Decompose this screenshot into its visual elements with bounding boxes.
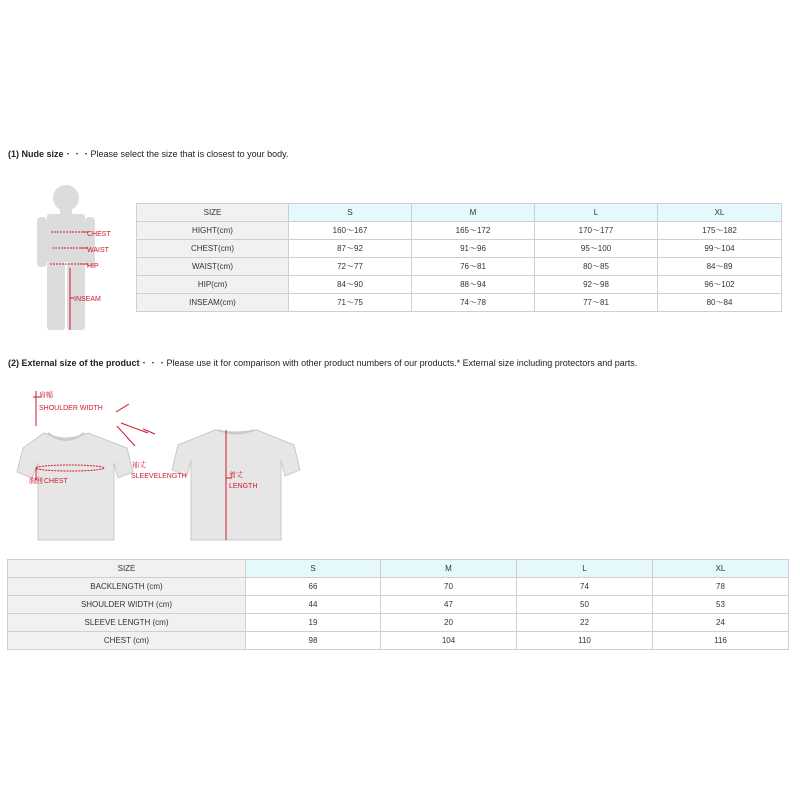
external-size-tbody bbox=[8, 560, 789, 650]
measure-value-cell: 44 bbox=[246, 596, 381, 614]
measure-value-cell: 116 bbox=[653, 632, 789, 650]
shirt-front bbox=[17, 433, 133, 540]
measure-value-cell: 70 bbox=[381, 578, 517, 596]
measure-value-cell: 104 bbox=[381, 632, 517, 650]
sleeve-jp-label: 袖丈 bbox=[132, 462, 146, 469]
measure-value-cell: 77～81 bbox=[535, 294, 658, 312]
measure-label-cell: SHOULDER WIDTH (cm) bbox=[8, 596, 246, 614]
size-column-header: S bbox=[246, 560, 381, 578]
table-row bbox=[8, 596, 789, 614]
measure-value-cell: 98 bbox=[246, 632, 381, 650]
external-size-note: ・・・Please use it for comparison with other product numbers of our products.* External size including protectors and parts. bbox=[139, 358, 638, 368]
measure-value-cell: 91～96 bbox=[412, 240, 535, 258]
nude-size-note: ・・・Please select the size that is closest to your body. bbox=[63, 149, 289, 159]
measure-value-cell: 47 bbox=[381, 596, 517, 614]
measure-label-cell: BACKLENGTH (cm) bbox=[8, 578, 246, 596]
measure-value-cell: 88～94 bbox=[412, 276, 535, 294]
measure-value-cell: 72～77 bbox=[289, 258, 412, 276]
measure-value-cell: 66 bbox=[246, 578, 381, 596]
measure-value-cell: 170～177 bbox=[535, 222, 658, 240]
measure-value-cell: 74～78 bbox=[412, 294, 535, 312]
measure-value-cell: 99～104 bbox=[658, 240, 782, 258]
nude-size-title: (1) Nude size bbox=[8, 149, 64, 159]
length-label: LENGTH bbox=[229, 483, 258, 490]
hip-label: HIP bbox=[87, 263, 99, 270]
measure-label-cell: WAIST(cm) bbox=[137, 258, 289, 276]
measure-value-cell: 84～89 bbox=[658, 258, 782, 276]
measure-value-cell: 95～100 bbox=[535, 240, 658, 258]
measure-value-cell: 22 bbox=[517, 614, 653, 632]
table-row bbox=[8, 614, 789, 632]
measure-value-cell: 24 bbox=[653, 614, 789, 632]
measure-value-cell: 84～90 bbox=[289, 276, 412, 294]
measure-label-cell: SLEEVE LENGTH (cm) bbox=[8, 614, 246, 632]
external-size-table bbox=[7, 559, 789, 650]
measure-value-cell: 50 bbox=[517, 596, 653, 614]
table-header-row bbox=[8, 560, 789, 578]
waist-label: WAIST bbox=[87, 247, 109, 254]
measure-value-cell: 160～167 bbox=[289, 222, 412, 240]
measure-value-cell: 74 bbox=[517, 578, 653, 596]
measure-label-cell: CHEST(cm) bbox=[137, 240, 289, 258]
measure-value-cell: 71～75 bbox=[289, 294, 412, 312]
measure-value-cell: 20 bbox=[381, 614, 517, 632]
measure-value-cell: 19 bbox=[246, 614, 381, 632]
size-column-header: L bbox=[535, 204, 658, 222]
measure-value-cell: 96～102 bbox=[658, 276, 782, 294]
measure-value-cell: 78 bbox=[653, 578, 789, 596]
measure-value-cell: 80～85 bbox=[535, 258, 658, 276]
measure-value-cell: 53 bbox=[653, 596, 789, 614]
inseam-label: INSEAM bbox=[74, 296, 101, 303]
shoulder-label: SHOULDER WIDTH bbox=[39, 405, 103, 412]
sleeve-label: SLEEVELENGTH bbox=[131, 473, 187, 480]
measure-value-cell: 110 bbox=[517, 632, 653, 650]
chest-jp-label: 胸囲 bbox=[29, 478, 43, 485]
measure-label-cell: CHEST (cm) bbox=[8, 632, 246, 650]
measure-value-cell: 165～172 bbox=[412, 222, 535, 240]
measure-value-cell: 80～84 bbox=[658, 294, 782, 312]
measure-label-cell: HIGHT(cm) bbox=[137, 222, 289, 240]
size-header-cell: SIZE bbox=[137, 204, 289, 222]
shoulder-jp-label: 肩幅 bbox=[39, 392, 53, 399]
measure-label-cell: HIP(cm) bbox=[137, 276, 289, 294]
size-header-cell: SIZE bbox=[8, 560, 246, 578]
size-column-header: XL bbox=[658, 204, 782, 222]
table-row bbox=[8, 632, 789, 650]
size-column-header: M bbox=[412, 204, 535, 222]
measure-value-cell: 92～98 bbox=[535, 276, 658, 294]
external-size-title: (2) External size of the product bbox=[8, 358, 140, 368]
size-column-header: S bbox=[289, 204, 412, 222]
measure-value-cell: 76～81 bbox=[412, 258, 535, 276]
measure-value-cell: 175～182 bbox=[658, 222, 782, 240]
chest-label: CHEST bbox=[87, 231, 111, 238]
size-column-header: L bbox=[517, 560, 653, 578]
table-row bbox=[8, 578, 789, 596]
measure-label-cell: INSEAM(cm) bbox=[137, 294, 289, 312]
measure-value-cell: 87～92 bbox=[289, 240, 412, 258]
size-column-header: XL bbox=[653, 560, 789, 578]
length-jp-label: 着丈 bbox=[229, 472, 243, 479]
chest-shirt-label: CHEST bbox=[44, 478, 68, 485]
size-column-header: M bbox=[381, 560, 517, 578]
